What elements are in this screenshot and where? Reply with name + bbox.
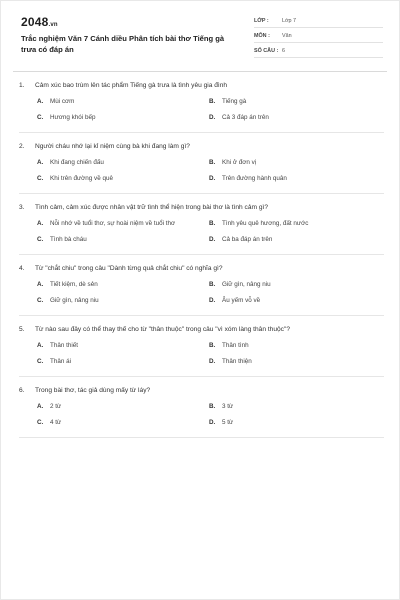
answer-option[interactable]: [209, 219, 384, 228]
answer-option[interactable]: [37, 158, 209, 167]
brand-suffix: .vn: [48, 22, 58, 28]
option-text: Trên đường hành quân: [222, 175, 287, 182]
option-text: Thân tình: [222, 342, 249, 349]
meta-label: MÔN :: [254, 33, 270, 39]
option-letter: B.: [209, 220, 216, 227]
option-text: Thân ái: [50, 358, 72, 365]
meta-row-class: [254, 15, 383, 28]
option-letter: B.: [209, 281, 216, 288]
option-letter: C.: [37, 419, 44, 426]
option-letter: A.: [37, 159, 44, 166]
option-text: Tiết kiệm, dè sẻn: [50, 281, 98, 288]
option-letter: A.: [37, 220, 44, 227]
answer-option[interactable]: [209, 296, 384, 305]
document-header: [21, 15, 383, 67]
answer-option[interactable]: [209, 235, 384, 244]
question-line: [19, 81, 384, 91]
answer-option[interactable]: [209, 280, 384, 289]
answer-option[interactable]: [209, 97, 384, 106]
option-letter: A.: [37, 281, 44, 288]
question-item: [19, 142, 384, 194]
option-letter: C.: [37, 358, 44, 365]
answer-option[interactable]: [37, 235, 209, 244]
option-letter: D.: [209, 175, 216, 182]
question-item: [19, 325, 384, 377]
meta-row-subject: [254, 30, 383, 43]
question-line: [19, 386, 384, 396]
answer-options: [19, 341, 384, 366]
option-letter: B.: [209, 98, 216, 105]
option-letter: B.: [209, 159, 216, 166]
question-number: 1.: [19, 82, 25, 89]
option-text: 3 từ: [222, 403, 234, 410]
answer-option[interactable]: [37, 341, 209, 350]
question-text: Tình cảm, cảm xúc được nhân vật trữ tình thể hiện trong bài thơ là tình cảm gì?: [35, 204, 268, 211]
option-letter: A.: [37, 403, 44, 410]
document-title: Trắc nghiệm Văn 7 Cánh diều Phân tích bài thơ Tiếng gà trưa có đáp án: [21, 34, 225, 54]
question-text: Từ "chắt chiu" trong câu "Dành từng quả chắt chiu" có nghĩa gì?: [35, 265, 223, 272]
option-letter: A.: [37, 98, 44, 105]
document-meta: [254, 15, 383, 60]
option-text: Giữ gìn, nâng niu: [50, 297, 99, 304]
question-line: [19, 203, 384, 213]
option-text: 4 từ: [50, 419, 62, 426]
option-letter: D.: [209, 236, 216, 243]
answer-options: [19, 402, 384, 427]
answer-option[interactable]: [37, 357, 209, 366]
option-letter: C.: [37, 236, 44, 243]
answer-option[interactable]: [37, 418, 209, 427]
answer-options: [19, 158, 384, 183]
option-text: Thân thiện: [222, 358, 252, 365]
option-text: Âu yếm vỗ về: [222, 297, 261, 304]
question-text: Người cháu nhớ lại kỉ niệm cùng bà khi đang làm gì?: [35, 143, 190, 150]
meta-label: SỐ CÂU :: [254, 48, 279, 54]
brand-name: 2048: [21, 15, 49, 29]
answer-option[interactable]: [209, 158, 384, 167]
option-letter: D.: [209, 297, 216, 304]
option-text: 2 từ: [50, 403, 62, 410]
option-letter: C.: [37, 297, 44, 304]
option-letter: B.: [209, 342, 216, 349]
option-letter: C.: [37, 175, 44, 182]
question-item: [19, 81, 384, 133]
answer-option[interactable]: [209, 174, 384, 183]
answer-option[interactable]: [37, 113, 209, 122]
option-text: Tình bà cháu: [50, 236, 87, 243]
question-number: 3.: [19, 204, 25, 211]
option-text: Mùi cơm: [50, 98, 75, 105]
header-divider: [13, 71, 387, 72]
option-letter: C.: [37, 114, 44, 121]
answer-option[interactable]: [209, 402, 384, 411]
option-text: 5 từ: [222, 419, 234, 426]
meta-label: LỚP :: [254, 18, 269, 24]
question-number: 2.: [19, 143, 25, 150]
question-number: 6.: [19, 387, 25, 394]
option-text: Hương khói bếp: [50, 114, 96, 121]
question-number: 5.: [19, 326, 25, 333]
option-letter: D.: [209, 358, 216, 365]
option-text: Giữ gìn, nâng niu: [222, 281, 271, 288]
answer-option[interactable]: [37, 280, 209, 289]
question-item: [19, 386, 384, 438]
answer-option[interactable]: [209, 418, 384, 427]
answer-option[interactable]: [37, 97, 209, 106]
question-item: [19, 203, 384, 255]
option-text: Tình yêu quê hương, đất nước: [222, 220, 309, 227]
meta-value: 6: [282, 48, 285, 54]
answer-option[interactable]: [37, 219, 209, 228]
answer-option[interactable]: [37, 174, 209, 183]
answer-option[interactable]: [209, 357, 384, 366]
option-letter: A.: [37, 342, 44, 349]
question-text: Cảm xúc bao trùm lên tác phẩm Tiếng gà trưa là tình yêu gia đình: [35, 82, 228, 89]
question-line: [19, 264, 384, 274]
question-line: [19, 325, 384, 335]
option-letter: D.: [209, 114, 216, 121]
question-list: [19, 81, 384, 447]
option-text: Cả ba đáp án trên: [222, 236, 273, 243]
option-text: Khi ở đơn vị: [222, 159, 257, 166]
question-number: 4.: [19, 265, 25, 272]
option-letter: D.: [209, 419, 216, 426]
option-text: Nỗi nhớ về tuổi thơ, sự hoài niệm về tuổi thơ: [50, 220, 176, 227]
option-text: Tiếng gà: [222, 98, 247, 105]
question-line: [19, 142, 384, 152]
meta-row-question-count: [254, 45, 383, 58]
answer-option[interactable]: [37, 296, 209, 305]
option-text: Thân thiết: [50, 342, 79, 349]
option-text: Cả 3 đáp án trên: [222, 114, 269, 121]
answer-options: [19, 97, 384, 122]
option-text: Khi trên đường về quê: [50, 175, 113, 182]
answer-options: [19, 219, 384, 244]
option-text: Khi đang chiến đấu: [50, 159, 104, 166]
question-text: Từ nào sau đây có thể thay thế cho từ "thân thuộc" trong câu "vì xóm làng thân thuộc"?: [35, 326, 290, 333]
question-text: Trong bài thơ, tác giả dùng mấy từ láy?: [35, 387, 151, 394]
answer-options: [19, 280, 384, 305]
meta-value: Văn: [282, 33, 292, 39]
option-letter: B.: [209, 403, 216, 410]
brand-logo[interactable]: [21, 15, 58, 29]
meta-value: Lớp 7: [282, 18, 297, 24]
answer-option[interactable]: [37, 402, 209, 411]
answer-option[interactable]: [209, 113, 384, 122]
answer-option[interactable]: [209, 341, 384, 350]
question-item: [19, 264, 384, 316]
